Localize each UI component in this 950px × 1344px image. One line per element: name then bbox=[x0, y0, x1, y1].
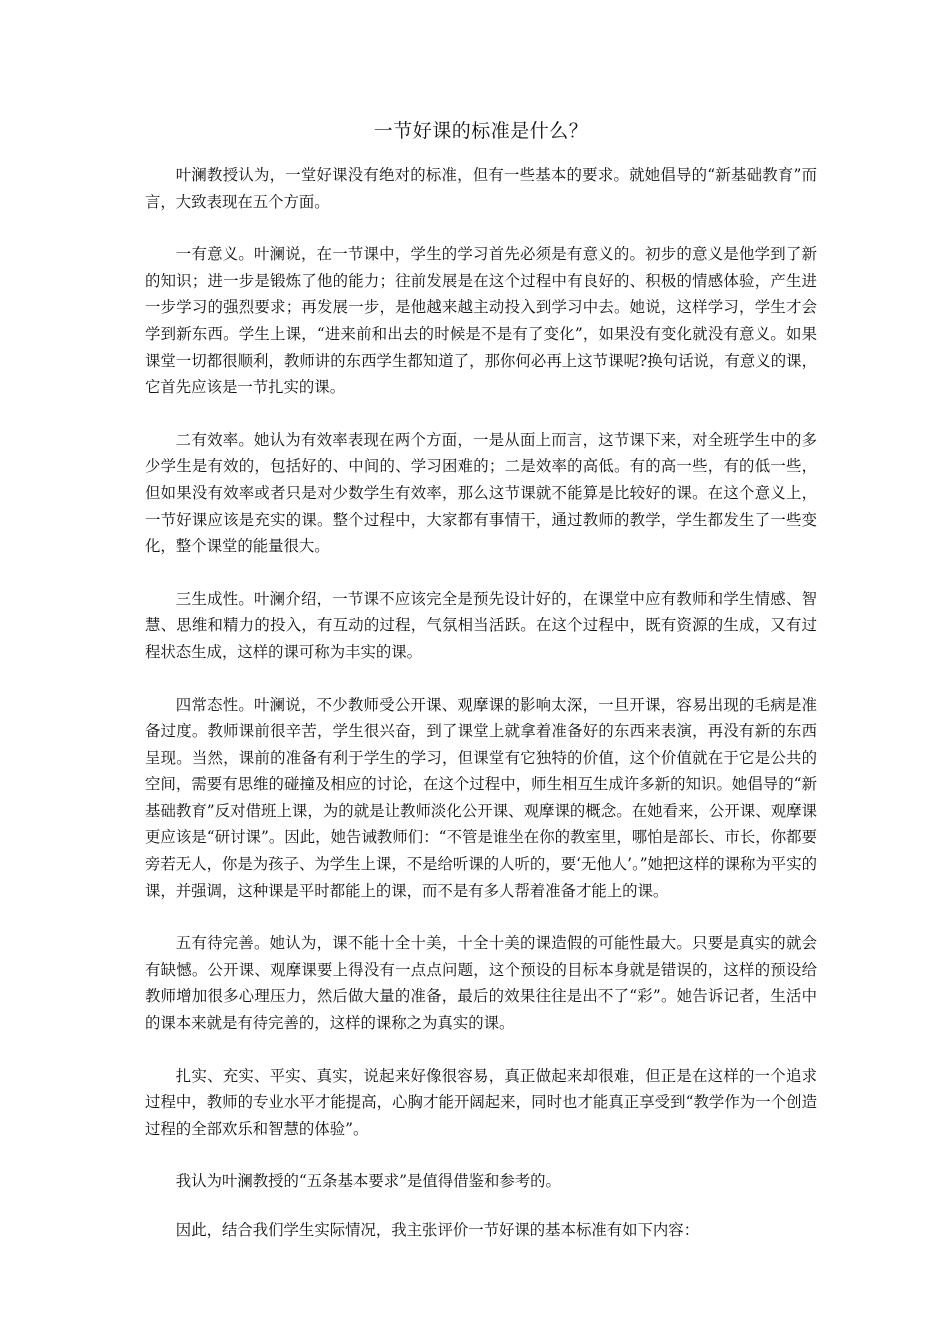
document-page bbox=[145, 118, 817, 1270]
paragraph-imperfection: 五有待完善。她认为，课不能十全十美，十全十美的课造假的可能性最大。只要是真实的就会有缺憾。公开课、观摩课要上得没有一点点问题，这个预设的目标本身就是错误的，这样的预设给教师增加很多心理压力，然后做大量的准备，最后的效果往往是出不了“彩”。她告诉记者，生活中的课本来就是有待完善的，这样的课称之为真实的课。 bbox=[145, 934, 817, 1033]
paragraph-conclusion: 因此，结合我们学生实际情况，我主张评价一节好课的基本标准有如下内容： bbox=[175, 1221, 700, 1239]
paragraph-normalcy: 四常态性。叶澜说，不少教师受公开课、观摩课的影响太深，一旦开课，容易出现的毛病是准备过度。教师课前很辛苦，学生很兴奋，到了课堂上就拿着准备好的东西来表演，再没有新的东西呈现。当然，课前的准备有利于学生的学习，但课堂有它独特的价值，这个价值就在于它是公共的空间，需要有思维的碰撞及相应的讨论，在这个过程中，师生相互生成许多新的知识。她倡导的“新基础教育”反对借班上课，为的就是让教师淡化公开课、观摩课的概念。在她看来，公开课、观摩课更应该是“研讨课”。因此，她告诫教师们：“不管是谁坐在你的教室里，哪怕是部长、市长，你都要旁若无人，你是为孩子、为学生上课，不是给听课的人听的，要‘无他人’。”她把这样的课称为平实的课，并强调，这种课是平时都能上的课，而不是有多人帮着准备才能上的课。 bbox=[145, 695, 817, 900]
paragraph-intro: 叶澜教授认为，一堂好课没有绝对的标准，但有一些基本的要求。就她倡导的“新基础教育”而言，大致表现在五个方面。 bbox=[145, 166, 817, 211]
paragraph-generative: 三生成性。叶澜介绍，一节课不应该完全是预先设计好的，在课堂中应有教师和学生情感、智慧、思维和精力的投入，有互动的过程，气氛相当活跃。在这个过程中，既有资源的生成，又有过程状态生成，这样的课可称为丰实的课。 bbox=[145, 589, 817, 661]
paragraph-opinion: 我认为叶澜教授的“五条基本要求”是值得借鉴和参考的。 bbox=[175, 1172, 561, 1191]
document-title: 一节好课的标准是什么？ bbox=[373, 120, 589, 142]
paragraph-meaningful: 一有意义。叶澜说，在一节课中，学生的学习首先必须是有意义的。初步的意义是他学到了新的知识；进一步是锻炼了他的能力；往前发展是在这个过程中有良好的、积极的情感体验，产生进一步学习的强烈要求；再发展一步，是他越来越主动投入到学习中去。她说，这样学习，学生才会学到新东西。学生上课，“进来前和出去的时候是不是有了变化”，如果没有变化就没有意义。如果课堂一切都很顺利，教师讲的东西学生都知道了，那你何必再上这节课呢?换句话说，有意义的课，它首先应该是一节扎实的课。 bbox=[145, 245, 817, 397]
paragraph-efficiency: 二有效率。她认为有效率表现在两个方面，一是从面上而言，这节课下来，对全班学生中的多少学生是有效的，包括好的、中间的、学习困难的；二是效率的高低。有的高一些，有的低一些，但如果没有效率或者只是对少数学生有效率，那么这节课就不能算是比较好的课。在这个意义上，一节好课应该是充实的课。整个过程中，大家都有事情干，通过教师的教学，学生都发生了一些变化，整个课堂的能量很大。 bbox=[145, 430, 817, 556]
paragraph-summary: 扎实、充实、平实、真实，说起来好像很容易，真正做起来却很难，但正是在这样的一个追求过程中，教师的专业水平才能提高，心胸才能开阔起来，同时也才能真正享受到“教学作为一个创造过程的全部欢乐和智慧的体验”。 bbox=[145, 1066, 817, 1138]
